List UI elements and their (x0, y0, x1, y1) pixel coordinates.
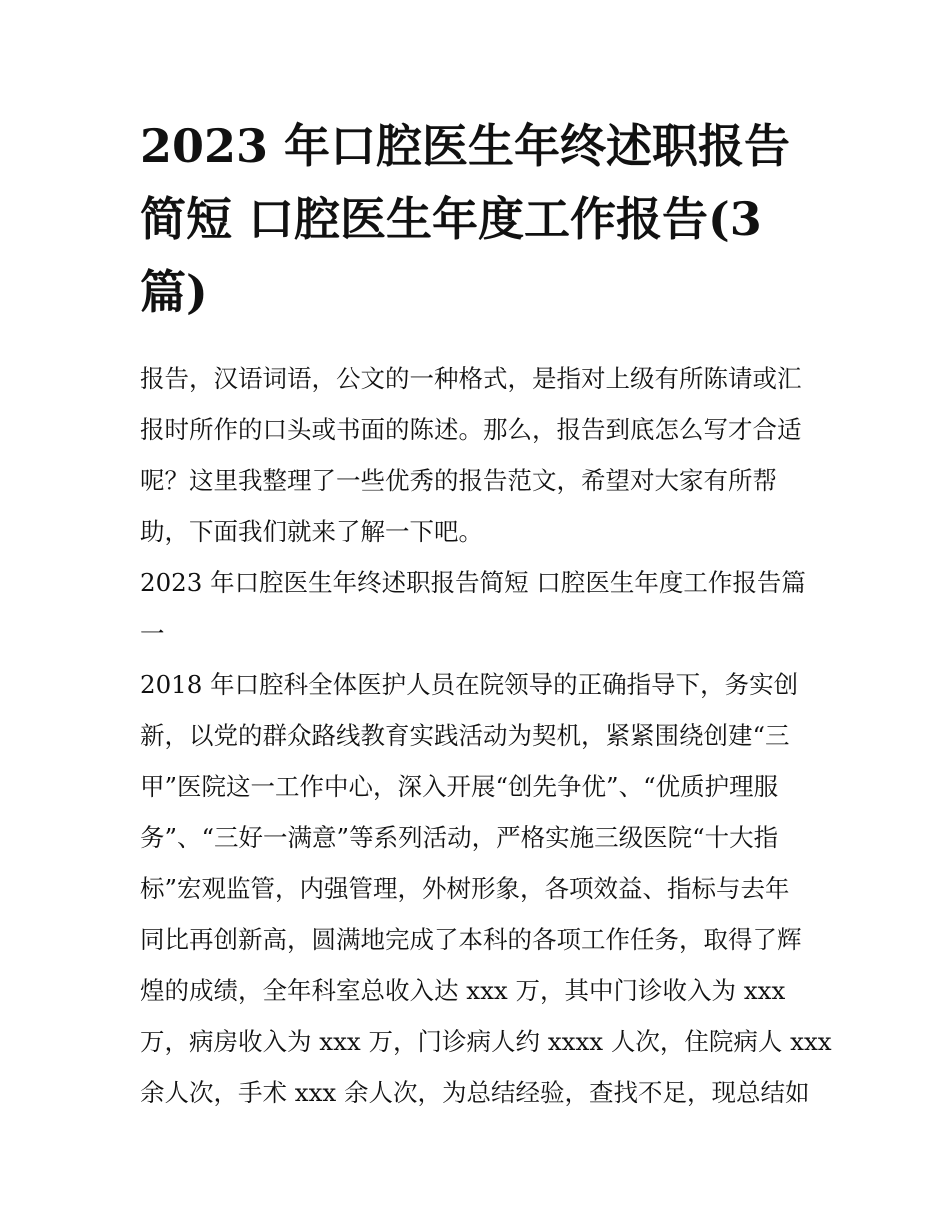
section-heading (140, 557, 830, 659)
section-heading-line: 2023 年口腔医生年终述职报告简短 口腔医生年度工作报告篇 (140, 568, 806, 597)
paragraph-line: 新，以党的群众路线教育实践活动为契机，紧紧围绕创建“三 (140, 721, 790, 750)
paragraph-line: 余人次，手术 xxx 余人次，为总结经验，查找不足，现总结如 (140, 1078, 810, 1107)
title-line: 2023 年口腔医生年终述职报告 (140, 119, 791, 173)
intro-line: 助，下面我们就来了解一下吧。 (140, 517, 483, 546)
body-paragraph (140, 659, 830, 1118)
paragraph-line: 煌的成绩，全年科室总收入达 xxx 万，其中门诊收入为 xxx (140, 976, 786, 1005)
title-line: 简短 口腔医生年度工作报告(3 (140, 192, 762, 246)
paragraph-line: 万，病房收入为 xxx 万，门诊病人约 xxxx 人次，住院病人 xxx (140, 1027, 832, 1056)
paragraph-line: 同比再创新高，圆满地完成了本科的各项工作任务，取得了辉 (140, 925, 802, 954)
intro-line: 报告，汉语词语，公文的一种格式，是指对上级有所陈请或汇 (140, 364, 802, 393)
paragraph-line: 标”宏观监管，内强管理，外树形象，各项效益、指标与去年 (140, 874, 790, 903)
section-heading-line: 一 (140, 619, 165, 648)
intro-line: 呢？这里我整理了一些优秀的报告范文，希望对大家有所帮 (140, 466, 777, 495)
paragraph-line: 务”、“三好一满意”等系列活动，严格实施三级医院“十大指 (140, 823, 779, 852)
intro-paragraph (140, 353, 830, 557)
paragraph-line: 2018 年口腔科全体医护人员在院领导的正确指导下，务实创 (140, 670, 799, 699)
title-line: 篇) (140, 265, 208, 319)
document-title (140, 110, 820, 329)
paragraph-line: 甲”医院这一工作中心，深入开展“创先争优”、“优质护理服 (140, 772, 779, 801)
document-body (140, 353, 830, 1118)
intro-line: 报时所作的口头或书面的陈述。那么，报告到底怎么写才合适 (140, 415, 802, 444)
